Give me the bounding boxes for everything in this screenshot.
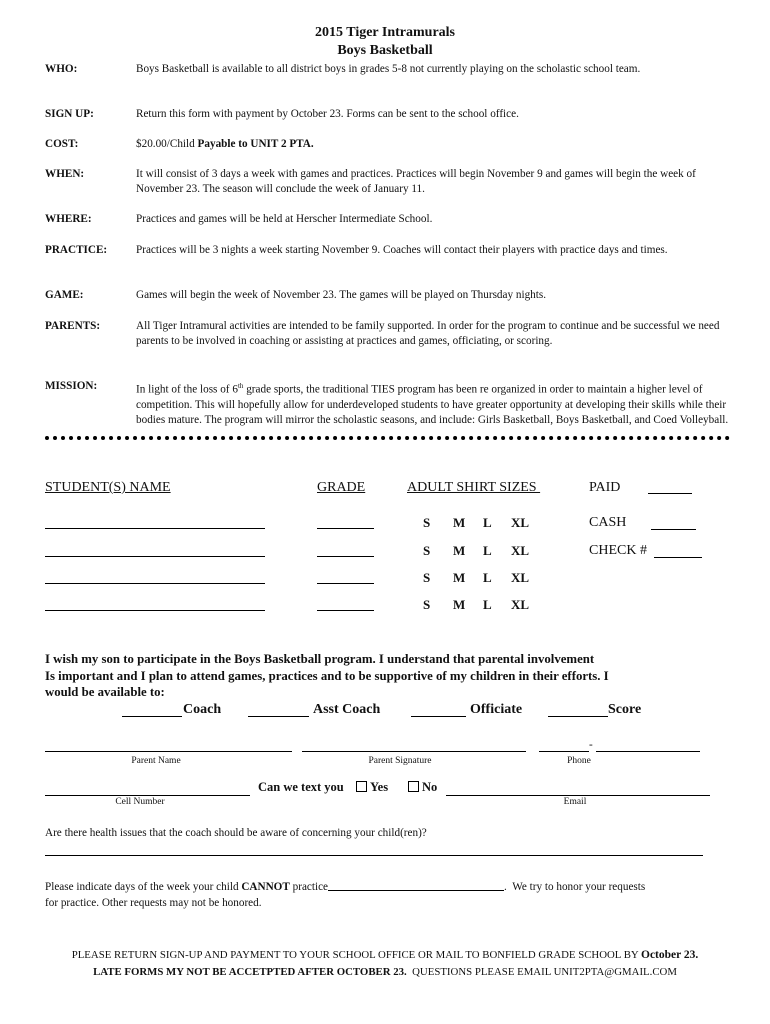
cash-label: CASH <box>589 515 627 530</box>
size-xl[interactable]: XL <box>511 515 530 530</box>
days-line-1 <box>45 879 645 893</box>
agreement-line-3: would be available to: <box>45 685 165 699</box>
size-s[interactable]: S <box>423 543 431 558</box>
student-name-field[interactable] <box>45 556 265 557</box>
shirt-size-options <box>423 543 537 559</box>
health-question: Are there health issues that the coach should be aware of concerning your child(ren)? <box>45 827 427 839</box>
form-title: 2015 Tiger Intramurals <box>314 25 455 40</box>
size-m[interactable]: M <box>453 543 466 558</box>
days-text-mid: practice <box>289 881 329 893</box>
info-text: Practices will be 3 nights a week starting November 9. Coaches will contact their players with practice days and times. <box>136 244 668 256</box>
parent-signature-caption: Parent Signature <box>368 756 432 766</box>
days-text-post: . We try to honor your requests <box>504 881 646 893</box>
student-name-header: STUDENT(S) NAME <box>45 480 171 495</box>
cell-number-field[interactable] <box>45 795 250 796</box>
officiate-field[interactable] <box>411 716 466 717</box>
info-text: Practices and games will be held at Herscher Intermediate School. <box>136 213 433 225</box>
agreement-line-2: Is important and I plan to attend games, practices and to be supportive of my children in their efforts. I <box>45 669 609 683</box>
student-name-field[interactable] <box>45 583 265 584</box>
footer-late-notice: LATE FORMS MY NOT BE ACCETPTED AFTER OCTOBER 23. <box>93 966 407 978</box>
size-m[interactable]: M <box>453 570 466 585</box>
parent-name-caption: Parent Name <box>131 756 181 766</box>
size-xl[interactable]: XL <box>511 597 530 612</box>
asst-coach-field[interactable] <box>248 716 309 717</box>
shirt-size-options <box>423 515 537 531</box>
text-no-option[interactable] <box>408 780 437 795</box>
shirt-size-options <box>423 597 537 613</box>
cash-field[interactable] <box>651 529 696 530</box>
phone-field-a[interactable] <box>539 751 589 752</box>
cell-number-caption: Cell Number <box>115 797 165 807</box>
checkbox-icon[interactable] <box>408 781 419 792</box>
size-l[interactable]: L <box>483 515 492 530</box>
student-name-field[interactable] <box>45 528 265 529</box>
paid-field[interactable] <box>648 493 692 494</box>
phone-field-b[interactable] <box>596 751 700 752</box>
mission-superscript: th <box>237 382 244 390</box>
email-field[interactable] <box>446 795 710 796</box>
footer-questions: QUESTIONS PLEASE EMAIL UNIT2PTA@GMAIL.COM <box>406 966 677 978</box>
info-label: WHEN: <box>45 168 85 180</box>
info-label: COST: <box>45 138 79 150</box>
info-label: WHERE: <box>45 213 92 225</box>
info-text: It will consist of 3 days a week with games and practices. Practices will begin November 9 and games will begin the week of November 23. The season will conclude the week of January 11. <box>136 168 696 195</box>
info-label: PRACTICE: <box>45 244 108 256</box>
info-label: GAME: <box>45 289 84 301</box>
role-asst-coach: Asst Coach <box>313 702 381 717</box>
phone-dash: - <box>589 739 593 751</box>
info-text: Games will begin the week of November 23. The games will be played on Thursday nights. <box>136 289 547 301</box>
cost-payable: Payable to UNIT 2 PTA. <box>197 138 314 150</box>
checkbox-icon[interactable] <box>356 781 367 792</box>
size-xl[interactable]: XL <box>511 570 530 585</box>
size-s[interactable]: S <box>423 570 431 585</box>
paid-label: PAID <box>589 480 621 495</box>
info-text <box>136 379 736 428</box>
coach-field[interactable] <box>122 716 182 717</box>
email-caption: Email <box>563 797 587 807</box>
size-xl[interactable]: XL <box>511 543 530 558</box>
role-score: Score <box>608 702 642 717</box>
mission-text-a: In light of the loss of 6 <box>136 383 238 396</box>
form-subtitle: Boys Basketball <box>337 43 433 58</box>
size-s[interactable]: S <box>423 597 431 612</box>
size-l[interactable]: L <box>483 597 492 612</box>
grade-field[interactable] <box>317 556 374 557</box>
days-text-pre: Please indicate days of the week your child <box>45 881 242 893</box>
info-label: MISSION: <box>45 380 98 392</box>
info-text: Boys Basketball is available to all district boys in grades 5-8 not currently playing on the scholastic school team. <box>136 63 641 75</box>
shirt-size-options <box>423 570 537 586</box>
footer-deadline: October 23. <box>641 949 699 961</box>
role-officiate: Officiate <box>470 702 523 717</box>
phone-caption: Phone <box>567 756 591 766</box>
size-s[interactable]: S <box>423 515 431 530</box>
footer-line-1 <box>0 949 770 961</box>
grade-field[interactable] <box>317 528 374 529</box>
grade-field[interactable] <box>317 583 374 584</box>
info-label: SIGN UP: <box>45 108 94 120</box>
cost-amount: $20.00/Child <box>136 138 198 150</box>
grade-header: GRADE <box>317 480 366 495</box>
size-m[interactable]: M <box>453 515 466 530</box>
info-label: PARENTS: <box>45 320 101 332</box>
size-m[interactable]: M <box>453 597 466 612</box>
parent-name-field[interactable] <box>45 751 292 752</box>
days-cannot: CANNOT <box>241 881 290 893</box>
footer-line-2 <box>0 966 770 978</box>
yes-label: Yes <box>370 780 389 794</box>
info-text: All Tiger Intramural activities are intended to be family supported. In order for the program to continue and be successful we need parents to be involved in coaching or assisting at practices and games, officiating, or scoring. <box>136 320 720 347</box>
text-yes-option[interactable] <box>356 780 388 795</box>
shirt-sizes-header: ADULT SHIRT SIZES <box>407 480 541 495</box>
agreement-line-1: I wish my son to participate in the Boys Basketball program. I understand that parental involvement <box>45 652 595 666</box>
mission-text-b: grade sports, the traditional TIES program has been re organized in order to maintain a higher level of competition. This will hopefully allow for underdeveloped students to have greater opportunity at developing their skills while their bodies mature. The program will mirror the scholastic seasons, and include: Girls Basketball, Boys Basketball, and Coed Volleyball. <box>136 383 729 426</box>
text-question: Can we text you <box>258 780 344 794</box>
dotted-divider <box>45 436 730 440</box>
info-label: WHO: <box>45 63 78 75</box>
health-answer-field[interactable] <box>45 855 703 856</box>
info-text <box>136 137 736 152</box>
days-field[interactable] <box>328 879 504 891</box>
role-coach: Coach <box>183 702 222 717</box>
size-l[interactable]: L <box>483 543 492 558</box>
parent-signature-field[interactable] <box>302 751 526 752</box>
student-name-field[interactable] <box>45 610 265 611</box>
score-field[interactable] <box>548 716 608 717</box>
check-label: CHECK # <box>589 543 647 558</box>
grade-field[interactable] <box>317 610 374 611</box>
info-text: Return this form with payment by October 23. Forms can be sent to the school office. <box>136 108 519 120</box>
footer-return-text: PLEASE RETURN SIGN-UP AND PAYMENT TO YOUR SCHOOL OFFICE OR MAIL TO BONFIELD GRADE SCHOOL BY <box>71 949 641 961</box>
days-line-2: for practice. Other requests may not be honored. <box>45 897 262 909</box>
size-l[interactable]: L <box>483 570 492 585</box>
check-number-field[interactable] <box>654 557 702 558</box>
no-label: No <box>422 780 438 794</box>
